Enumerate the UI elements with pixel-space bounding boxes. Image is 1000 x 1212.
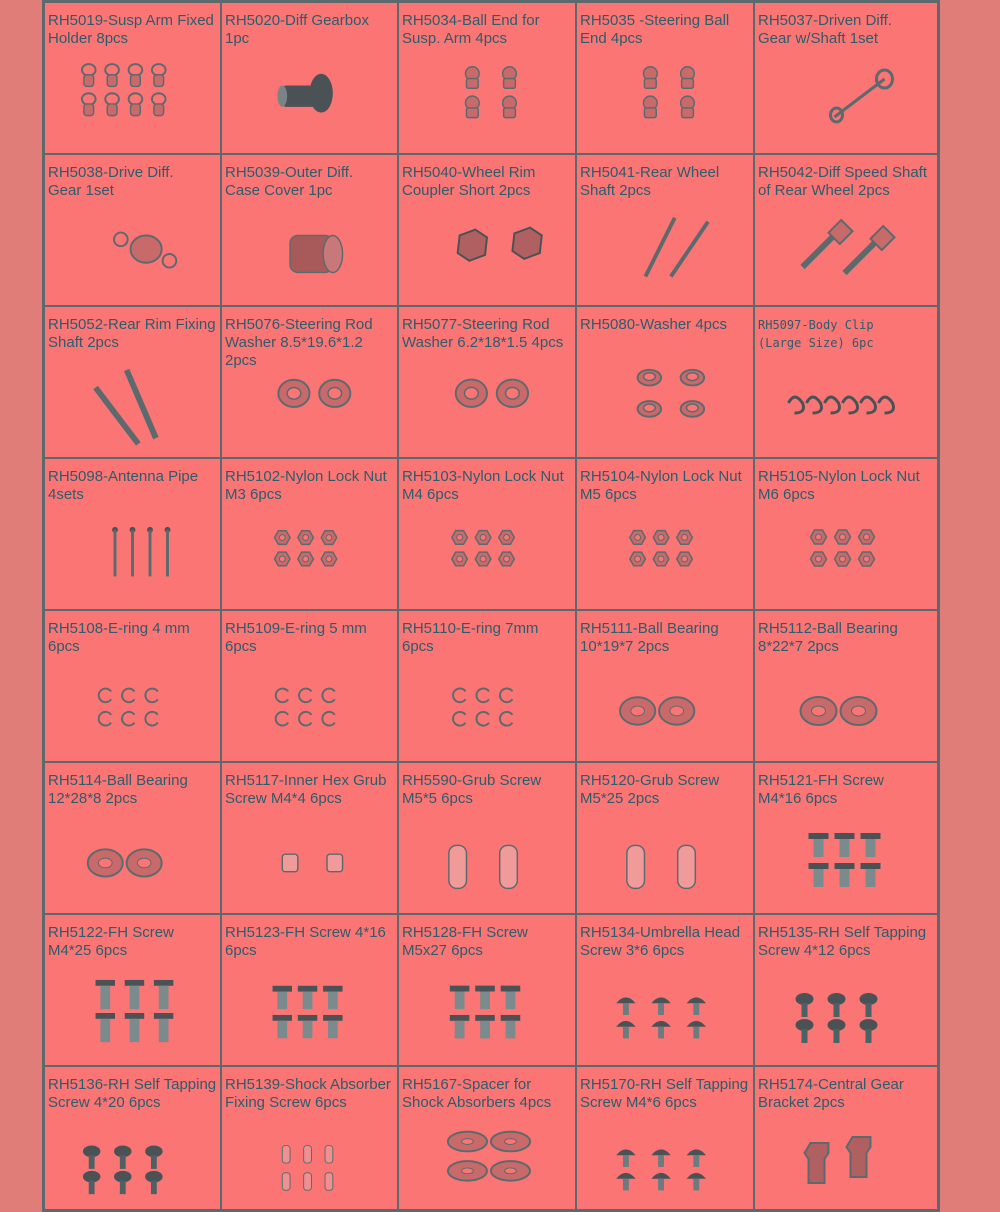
ball-bearing-icon — [755, 663, 938, 755]
washer-icon — [399, 359, 575, 451]
part-cell — [399, 763, 577, 915]
part-label: RH5111-Ball Bearing 10*19*7 2pcs — [580, 620, 719, 655]
pin-shaft-icon — [45, 359, 220, 451]
shock-screw-icon — [222, 1119, 397, 1209]
part-label: RH5136-RH Self Tapping Screw 4*20 6pcs — [48, 1076, 217, 1111]
part-cell — [45, 155, 222, 307]
part-label: RH5108-E-ring 4 mm 6pcs — [48, 620, 190, 655]
part-label: RH5040-Wheel Rim Coupler Short 2pcs — [402, 164, 536, 199]
gear-bracket-icon — [755, 1119, 938, 1209]
part-label: RH5174-Central Gear Bracket 2pcs — [758, 1076, 904, 1111]
part-cell — [755, 611, 938, 763]
grub-screw-long-icon — [577, 815, 753, 907]
part-label: RH5123-FH Screw 4*16 6pcs — [225, 924, 386, 959]
grub-screw-long-icon — [399, 815, 575, 907]
part-label: RH5590-Grub Screw M5*5 6pcs — [402, 772, 542, 807]
part-label: RH5038-Drive Diff. Gear 1set — [48, 164, 174, 199]
part-label: RH5077-Steering Rod Washer 6.2*18*1.5 4pcs — [402, 316, 564, 351]
part-label: RH5122-FH Screw M4*25 6pcs — [48, 924, 174, 959]
part-cell — [577, 459, 755, 611]
part-cell — [577, 1067, 755, 1209]
ball-end-icon — [577, 55, 753, 147]
hex-nut-icon — [577, 511, 753, 603]
part-cell — [222, 155, 399, 307]
part-cell — [577, 763, 755, 915]
part-cell — [577, 611, 755, 763]
part-cell — [399, 611, 577, 763]
part-label: RH5170-RH Self Tapping Screw M4*6 6pcs — [580, 1076, 749, 1111]
part-cell — [45, 307, 222, 459]
part-label: RH5019-Susp Arm Fixed Holder 8pcs — [48, 12, 214, 47]
part-cell — [755, 915, 938, 1067]
part-label: RH5114-Ball Bearing 12*28*8 2pcs — [48, 772, 188, 807]
part-cell — [45, 459, 222, 611]
parts-sheet — [42, 0, 940, 1212]
fh-screw-icon — [399, 967, 575, 1059]
rh-screw-icon — [45, 1119, 220, 1209]
part-cell — [222, 1067, 399, 1209]
e-ring-icon — [222, 663, 397, 755]
part-label: RH5117-Inner Hex Grub Screw M4*4 6pcs — [225, 772, 387, 807]
ball-bearing-icon — [577, 663, 753, 755]
diff-gearbox-icon — [222, 55, 397, 147]
part-cell — [222, 307, 399, 459]
part-label: RH5139-Shock Absorber Fixing Screw 6pcs — [225, 1076, 391, 1111]
part-label: RH5076-Steering Rod Washer 8.5*19.6*1.2 2pcs — [225, 316, 373, 369]
rh-screw-icon — [755, 967, 938, 1059]
spacer-icon — [399, 1119, 575, 1209]
part-label: RH5167-Spacer for Shock Absorbers 4pcs — [402, 1076, 552, 1111]
part-cell — [399, 307, 577, 459]
part-cell — [755, 459, 938, 611]
part-label: RH5102-Nylon Lock Nut M3 6pcs — [225, 468, 387, 503]
part-cell — [399, 3, 577, 155]
part-label: RH5120-Grub Screw M5*25 2pcs — [580, 772, 720, 807]
susp-arm-holder-icon — [45, 55, 220, 147]
umbrella-screw-icon — [577, 967, 753, 1059]
part-label: RH5109-E-ring 5 mm 6pcs — [225, 620, 367, 655]
hex-nut-icon — [222, 511, 397, 603]
part-cell — [399, 459, 577, 611]
part-label: RH5080-Washer 4pcs — [580, 316, 728, 333]
antenna-pipe-icon — [45, 511, 220, 603]
case-cover-icon — [222, 207, 397, 299]
part-cell — [222, 763, 399, 915]
part-cell — [45, 915, 222, 1067]
part-cell — [755, 155, 938, 307]
part-cell — [577, 307, 755, 459]
part-cell — [45, 763, 222, 915]
part-label: RH5121-FH Screw M4*16 6pcs — [758, 772, 884, 807]
parts-grid — [45, 3, 938, 1209]
part-cell — [222, 915, 399, 1067]
part-cell — [399, 915, 577, 1067]
cup-washer-icon — [577, 359, 753, 451]
part-label: RH5039-Outer Diff. Case Cover 1pc — [225, 164, 354, 199]
part-cell — [755, 307, 938, 459]
part-label: RH5103-Nylon Lock Nut M4 6pcs — [402, 468, 564, 503]
part-label: RH5110-E-ring 7mm 6pcs — [402, 620, 539, 655]
part-label: RH5128-FH Screw M5x27 6pcs — [402, 924, 528, 959]
part-label: RH5112-Ball Bearing 8*22*7 2pcs — [758, 620, 898, 655]
hex-nut-icon — [399, 511, 575, 603]
part-cell — [755, 3, 938, 155]
part-cell — [755, 1067, 938, 1209]
grub-screw-icon — [222, 815, 397, 907]
part-cell — [399, 1067, 577, 1209]
part-label: RH5052-Rear Rim Fixing Shaft 2pcs — [48, 316, 216, 351]
part-cell — [45, 611, 222, 763]
ball-end-icon — [399, 55, 575, 147]
wheel-shaft-icon — [577, 207, 753, 299]
part-label: RH5097-Body Clip (Large Size) 6pc — [758, 318, 874, 350]
part-cell — [222, 459, 399, 611]
part-cell — [45, 1067, 222, 1209]
part-cell — [577, 3, 755, 155]
part-cell — [577, 915, 755, 1067]
umbrella-screw-icon — [577, 1119, 753, 1209]
part-label: RH5104-Nylon Lock Nut M5 6pcs — [580, 468, 742, 503]
fh-screw-long-icon — [45, 967, 220, 1059]
hex-nut-icon — [755, 511, 938, 603]
body-clip-icon — [755, 359, 938, 451]
part-cell — [577, 155, 755, 307]
washer-icon — [222, 359, 397, 451]
part-cell — [45, 3, 222, 155]
diff-gear-set-icon — [45, 207, 220, 299]
part-cell — [399, 155, 577, 307]
part-label: RH5098-Antenna Pipe 4sets — [48, 468, 199, 503]
speed-shaft-icon — [755, 207, 938, 299]
part-label: RH5037-Driven Diff. Gear w/Shaft 1set — [758, 12, 892, 47]
e-ring-icon — [45, 663, 220, 755]
gear-shaft-icon — [755, 55, 938, 147]
part-cell — [755, 763, 938, 915]
fh-screw-icon — [222, 967, 397, 1059]
part-label: RH5020-Diff Gearbox 1pc — [225, 12, 369, 47]
part-label: RH5041-Rear Wheel Shaft 2pcs — [580, 164, 720, 199]
hex-coupler-icon — [399, 207, 575, 299]
ball-bearing-icon — [45, 815, 220, 907]
part-label: RH5042-Diff Speed Shaft of Rear Wheel 2pcs — [758, 164, 927, 199]
part-label: RH5105-Nylon Lock Nut M6 6pcs — [758, 468, 920, 503]
part-cell — [222, 3, 399, 155]
part-label: RH5035 -Steering Ball End 4pcs — [580, 12, 730, 47]
part-cell — [222, 611, 399, 763]
e-ring-icon — [399, 663, 575, 755]
part-label: RH5034-Ball End for Susp. Arm 4pcs — [402, 12, 540, 47]
part-label: RH5135-RH Self Tapping Screw 4*12 6pcs — [758, 924, 927, 959]
part-label: RH5134-Umbrella Head Screw 3*6 6pcs — [580, 924, 741, 959]
fh-screw-icon — [755, 815, 938, 907]
